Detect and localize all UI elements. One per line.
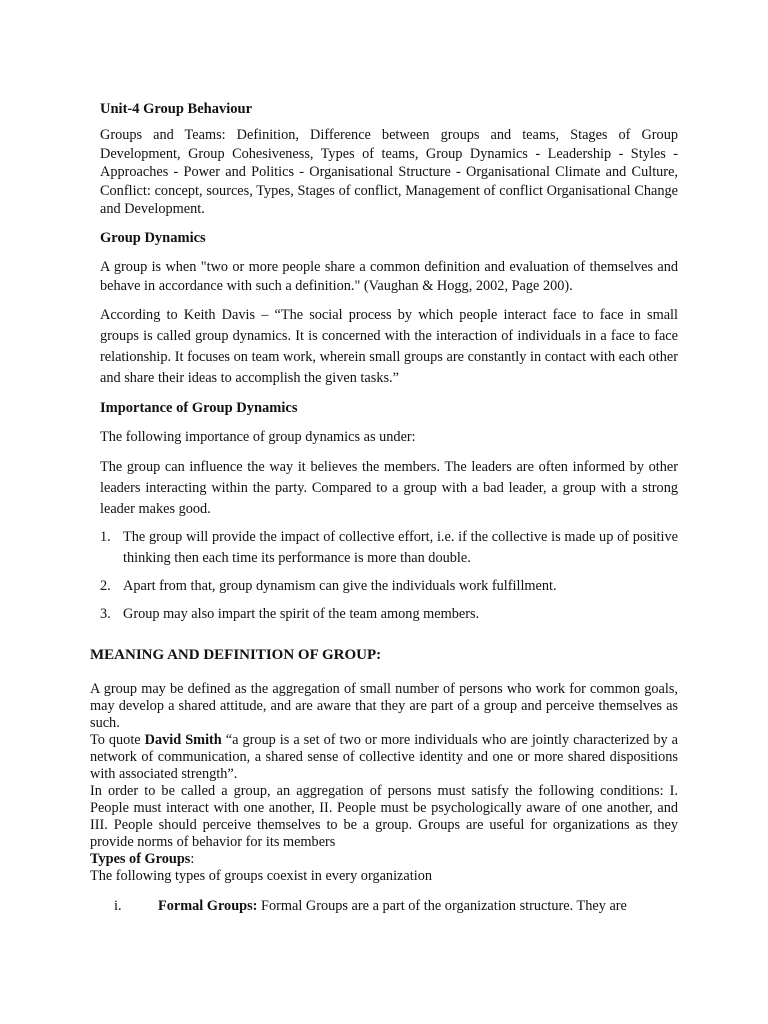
importance-heading: Importance of Group Dynamics [100, 400, 298, 417]
unit-topics: Groups and Teams: Definition, Difference between groups and teams, Stages of Group Development, Group Cohesiveness, Types of teams, Group Dynamics - Leadership - Styles - Approaches - Power and Politics - Organisational Structure - Organisational Climate and Culture, Conflict: concept, sources, Types, Stages of conflict, Management of conflict Organisational Change and Development. [100, 127, 678, 218]
list-item [100, 576, 678, 597]
importance-intro: The following importance of group dynamics as under: [100, 429, 416, 446]
list-item-text: Apart from that, group dynamism can give the individuals work fulfillment. [123, 577, 557, 594]
keith-davis-quote: According to Keith Davis – “The social process by which people interact face to face in small groups is called group dynamics. It is concerned with the interaction of individuals in a face to face relationship. It focuses on team work, wherein small groups are constantly in contact with each other and share their ideas to accomplish the given tasks.” [100, 307, 678, 387]
formal-groups-label: Formal Groups: [158, 898, 258, 914]
group-definition: A group is when "two or more people share a common definition and evaluation of themselves and behave in accordance with such a definition." (Vaughan & Hogg, 2002, Page 200). [100, 258, 678, 294]
meaning-section [90, 646, 678, 915]
list-item [90, 897, 678, 915]
list-item [100, 527, 678, 569]
unit-section [100, 100, 678, 625]
group-conditions: In order to be called a group, an aggregation of persons must satisfy the following conditions: I. People must interact with one another, II. People must be psychologically aware of one another, and III. People should perceive themselves to be a group. Groups are useful for organizations as they provide norms of behavior for its members [90, 783, 678, 850]
quote-text: “a group is a set of two or more individuals who are jointly characterized by a network of communication, a shared sense of collective identity and one or more shared dispositions with associated strength”. [90, 732, 678, 782]
types-heading: Types of Groups [90, 851, 191, 867]
list-item-number: 2. [100, 577, 111, 594]
importance-paragraph: The group can influence the way it believes the members. The leaders are often informed by other leaders interacting within the party. Compared to a group with a bad leader, a group with a strong leader makes good. [100, 458, 678, 517]
quote-author: David Smith [144, 732, 222, 748]
list-item [100, 604, 678, 625]
types-heading-line [90, 851, 678, 868]
list-item-number: 1. [100, 528, 111, 545]
meaning-heading: MEANING AND DEFINITION OF GROUP: [90, 647, 382, 663]
quote-prefix: To quote [90, 732, 145, 748]
types-intro: The following types of groups coexist in every organization [90, 868, 432, 884]
types-heading-colon: : [190, 851, 195, 867]
unit-heading: Unit-4 Group Behaviour [100, 101, 253, 117]
group-dynamics-heading: Group Dynamics [100, 229, 206, 246]
formal-groups-text: Formal Groups are a part of the organization structure. They are [257, 898, 627, 914]
list-item-number: 3. [100, 605, 111, 622]
list-item-number: i. [114, 898, 122, 914]
list-item-text: Group may also impart the spirit of the team among members. [123, 605, 480, 622]
list-item-text: The group will provide the impact of collective effort, i.e. if the collective is made up of positive thinking then each time its performance is more than double. [123, 528, 678, 566]
david-smith-quote [90, 732, 678, 783]
meaning-paragraph: A group may be defined as the aggregation of small number of persons who work for common goals, may develop a shared attitude, and are aware that they are part of a group and perceive themselves as such. [90, 681, 678, 731]
